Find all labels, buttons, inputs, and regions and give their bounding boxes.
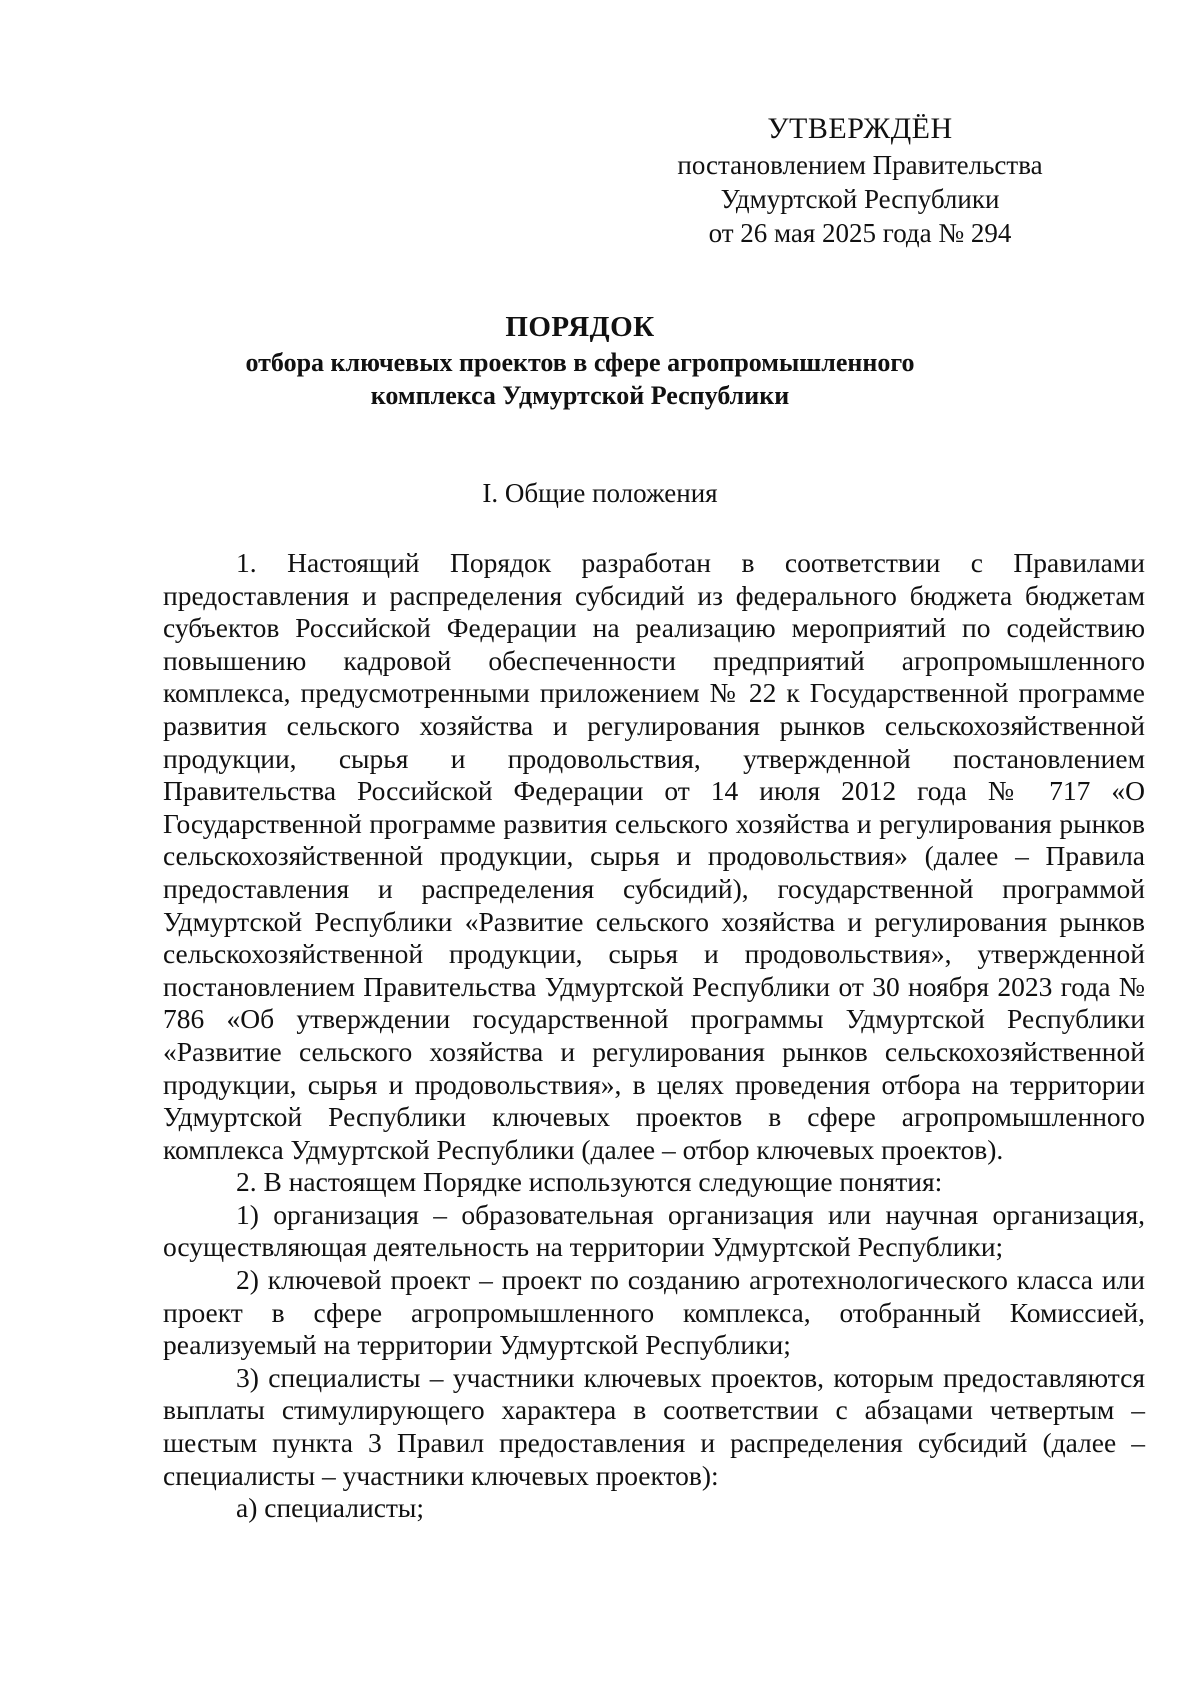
paragraph: 1) организация – образовательная организация или научная организация, осуществляющая деятельность на территории Удмуртской Республики; — [163, 1198, 1145, 1263]
paragraph: 2) ключевой проект – проект по созданию агротехнологического класса или проект в сфере агропромышленного комплекса, отобранный Комиссией, реализуемый на территории Удмуртской Республики; — [163, 1264, 1145, 1361]
document-subtitle-line: комплекса Удмуртской Республики — [370, 381, 790, 410]
paragraph: 1. Настоящий Порядок разработан в соответствии с Правилами предоставления и распределения субсидий из федерального бюджета бюджетам субъектов Российской Федерации на реализацию мероприятий по содействию повышению кадровой обеспеченности предприятий агропромышленного комплекса, предусмотренными приложением № 22 к Государственной программе развития сельского хозяйства и регулирования рынков сельскохозяйственной продукции, сырья и продовольствия, утвержденной постановлением Правительства Российской Федерации от 14 июля 2012 года № 717 «О Государственной программе развития сельского хозяйства и регулирования рынков сельскохозяйственной продукции, сырья и продовольствия» (далее – Правила предоставления и распределения субсидий), государственной программой Удмуртской Республики «Развитие сельского хозяйства и регулирования рынков сельскохозяйственной продукции, сырья и продовольствия», утвержденной постановлением Правительства Удмуртской Республики от 30 ноября 2023 года № 786 «Об утверждении государственной программы Удмуртской Республики «Развитие сельского хозяйства и регулирования рынков сельскохозяйственной продукции, сырья и продовольствия», в целях проведения отбора на территории Удмуртской Республики ключевых проектов в сфере агропромышленного комплекса Удмуртской Республики (далее – отбор ключевых проектов). — [163, 547, 1145, 1165]
paragraph: а) специалисты; — [236, 1492, 425, 1524]
approval-title: УТВЕРЖДЁН — [767, 112, 953, 145]
approval-line: Удмуртской Республики — [720, 184, 1000, 214]
paragraph: 2. В настоящем Порядке используются следующие понятия: — [236, 1166, 943, 1198]
paragraph: 3) специалисты – участники ключевых проектов, которым предоставляются выплаты стимулирующего характера в соответствии с абзацами четвертым – шестым пункта 3 Правил предоставления и распределения субсидий (далее – специалисты – участники ключевых проектов): — [163, 1361, 1145, 1491]
document-title-block — [160, 308, 1000, 412]
document-title: ПОРЯДОК — [505, 311, 655, 343]
document-subtitle-line: отбора ключевых проектов в сфере агропромышленного — [245, 348, 915, 377]
approval-line: постановлением Правительства — [677, 150, 1043, 180]
section-heading: I. Общие положения — [482, 478, 718, 508]
approval-date-number: от 26 мая 2025 года № 294 — [708, 218, 1012, 248]
document-body — [163, 547, 1145, 1525]
approval-stamp — [640, 112, 1080, 250]
